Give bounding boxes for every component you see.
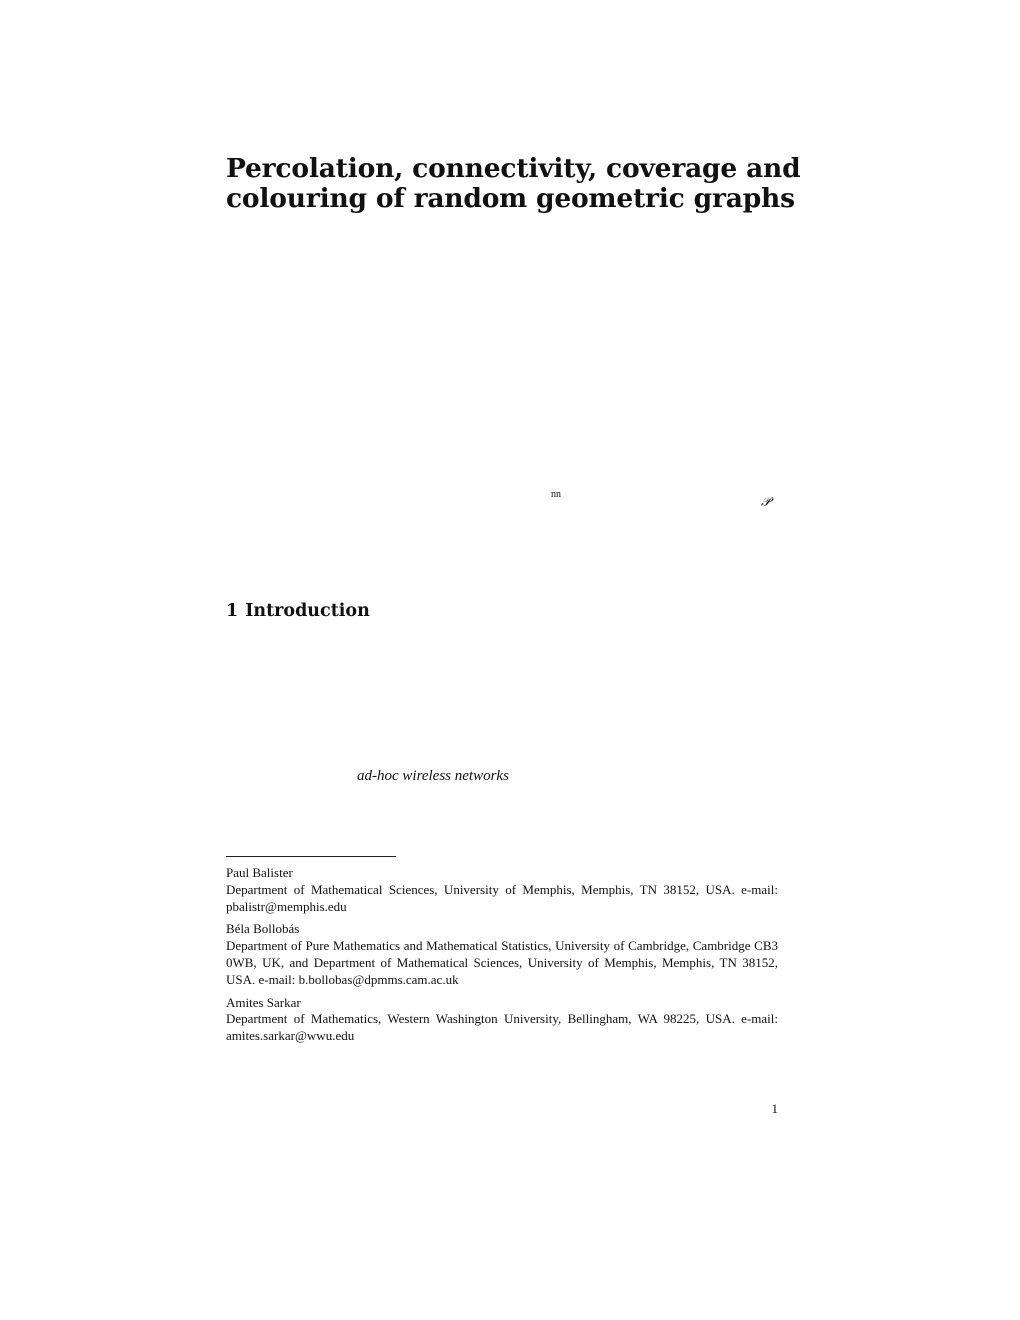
author-affiliation: Department of Pure Mathematics and Mathematical Statistics, University of Cambridge, Cambridge CB3 0WB, UK, and Department of Mathematical Sciences, University of Memphis, Memphis, TN 38152, USA. e-mail: b.bollobas@dpmms.cam.ac.uk (226, 938, 778, 987)
author-affiliation: Department of Mathematical Sciences, University of Memphis, Memphis, TN 38152, USA. e-mail: pbalistr@memphis.edu (226, 881, 778, 914)
paper-title-line-1: Percolation, connectivity, coverage and (226, 153, 801, 184)
footnote-author-1 (226, 865, 778, 915)
author-footnotes (226, 865, 778, 1045)
author-affiliation: Department of Mathematics, Western Washington University, Bellingham, WA 98225, USA. e-mail: amites.sarkar@wwu.edu (226, 1011, 778, 1044)
author-name: Paul Balister (226, 865, 293, 880)
math-fragment-nn: nn (551, 489, 561, 500)
author-name: Amites Sarkar (226, 994, 301, 1010)
emphasis-ad-hoc-wireless-networks: ad-hoc wireless networks (357, 768, 509, 784)
footnote-author-3 (226, 995, 778, 1045)
footnote-divider (226, 856, 396, 857)
section-heading-introduction (226, 600, 370, 622)
page-number: 1 (771, 1101, 778, 1116)
section-number: 1 (226, 601, 239, 621)
author-name: Béla Bollobás (226, 921, 300, 937)
math-fragment-script-p: 𝒫 (761, 494, 771, 509)
section-title: Introduction (245, 601, 370, 621)
footnote-author-2 (226, 921, 778, 988)
paper-title-line-2: colouring of random geometric graphs (226, 183, 795, 214)
paper-title (226, 153, 801, 214)
